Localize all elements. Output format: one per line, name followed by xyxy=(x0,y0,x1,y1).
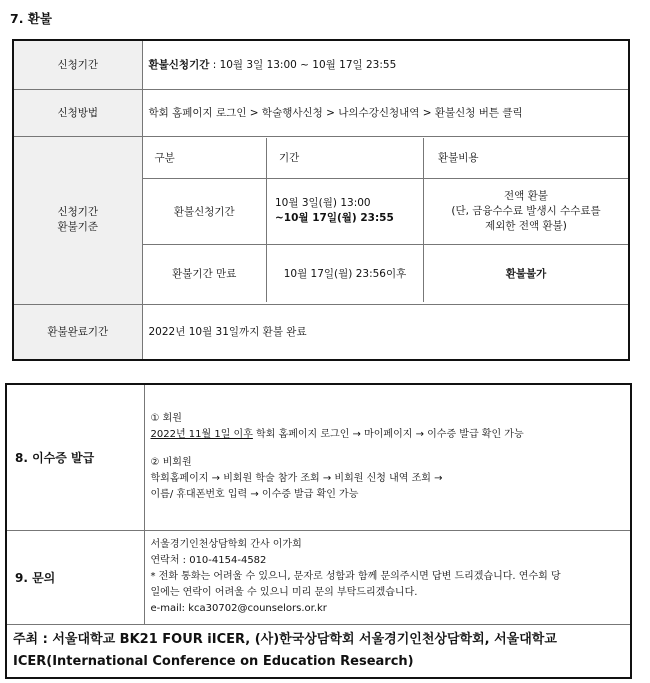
criteria-header-row xyxy=(143,138,629,178)
member-date: 2022년 11월 1일 이후 xyxy=(150,429,253,441)
member-steps: 학회 홈페이지 로그인 → 마이페이지 → 이수증 발급 확인 가능 xyxy=(252,429,524,441)
row1-period-line2: ~10월 17일(월) 23:55 xyxy=(275,212,394,224)
criteria-table xyxy=(143,138,629,302)
contact-line4: 일에는 연락이 어려울 수 있으니 미리 문의 부탁드리겠습니다. xyxy=(150,587,418,598)
nonmember-line1: 학회홈페이지 → 비회원 학술 참가 조회 → 비회원 신청 내역 조회 → xyxy=(150,473,443,485)
row1-category: 환불신청기간 xyxy=(143,178,267,244)
host-line2: ICER(International Conference on Education Research) xyxy=(13,653,414,669)
row1-fee xyxy=(424,178,629,244)
refund-table xyxy=(12,39,630,361)
header-category: 구분 xyxy=(143,138,267,178)
row2-fee: 환불불가 xyxy=(424,244,629,302)
contact-line1: 서울경기인천상담학회 간사 이가희 xyxy=(150,539,302,550)
contact-line2: 연락처 : 010-4154-4582 xyxy=(150,555,267,566)
contact-label: 9. 문의 xyxy=(6,530,144,624)
contact-email: e-mail: kca30702@counselors.or.kr xyxy=(150,603,327,614)
apply-period-row xyxy=(13,40,629,89)
criteria-cell xyxy=(142,136,629,304)
apply-method-row xyxy=(13,89,629,136)
certificate-label: 8. 이수증 발급 xyxy=(6,384,144,530)
member-line xyxy=(151,427,625,443)
row1-period xyxy=(267,178,424,244)
member-heading: ① 회원 xyxy=(150,413,182,425)
host-line1: 주최 : 서울대학교 BK21 FOUR iICER, (사)한국상담학회 서울경기인천상담학회, 서울대학교 xyxy=(13,631,557,647)
complete-label: 환불완료기간 xyxy=(13,304,142,360)
row2-period: 10월 17일(월) 23:56이후 xyxy=(267,244,424,302)
section-title: 7. 환불 xyxy=(10,11,52,26)
host-value xyxy=(6,624,631,678)
criteria-label xyxy=(13,136,142,304)
complete-row xyxy=(13,304,629,360)
criteria-label-line2: 환불기준 xyxy=(57,221,99,233)
criteria-label-line1: 신청기간 xyxy=(57,206,99,218)
row2-category: 환불기간 만료 xyxy=(143,244,267,302)
certificate-row xyxy=(6,384,631,530)
apply-method-label: 신청방법 xyxy=(13,89,142,136)
criteria-row xyxy=(13,136,629,304)
info-table xyxy=(5,383,632,679)
nonmember-line2: 이름/ 휴대폰번호 입력 → 이수증 발급 확인 가능 xyxy=(150,489,359,501)
apply-period-bold: 환불신청기간 xyxy=(148,59,210,72)
row1-fee-line2: (단, 금융수수료 발생시 수수료를 xyxy=(451,204,601,217)
contact-line3: * 전화 통화는 어려울 수 있으니, 문자로 성함과 함께 문의주시면 답변 드리겠습니다. 연수회 당 xyxy=(150,571,561,582)
apply-period-value xyxy=(142,40,629,89)
apply-period-text: : 10월 3일 13:00 ~ 10월 17일 23:55 xyxy=(209,59,397,72)
nonmember-heading: ② 비회원 xyxy=(150,457,192,469)
certificate-value xyxy=(144,384,631,530)
contact-value xyxy=(144,530,631,624)
contact-row xyxy=(6,530,631,624)
row1-period-line1: 10월 3일(월) 13:00 xyxy=(275,197,371,209)
row1-fee-line1: 전액 환불 xyxy=(504,189,548,202)
row1-fee-line3: 제외한 전액 환불) xyxy=(485,219,567,232)
complete-value: 2022년 10월 31일까지 환불 완료 xyxy=(142,304,629,360)
apply-method-value: 학회 홈페이지 로그인 > 학술행사신청 > 나의수강신청내역 > 환불신청 버튼 클릭 xyxy=(142,89,629,136)
header-period: 기간 xyxy=(267,138,424,178)
apply-period-label: 신청기간 xyxy=(13,40,142,89)
table-row xyxy=(143,244,629,302)
table-row xyxy=(143,178,629,244)
host-row xyxy=(6,624,631,678)
header-fee: 환불비용 xyxy=(424,138,629,178)
